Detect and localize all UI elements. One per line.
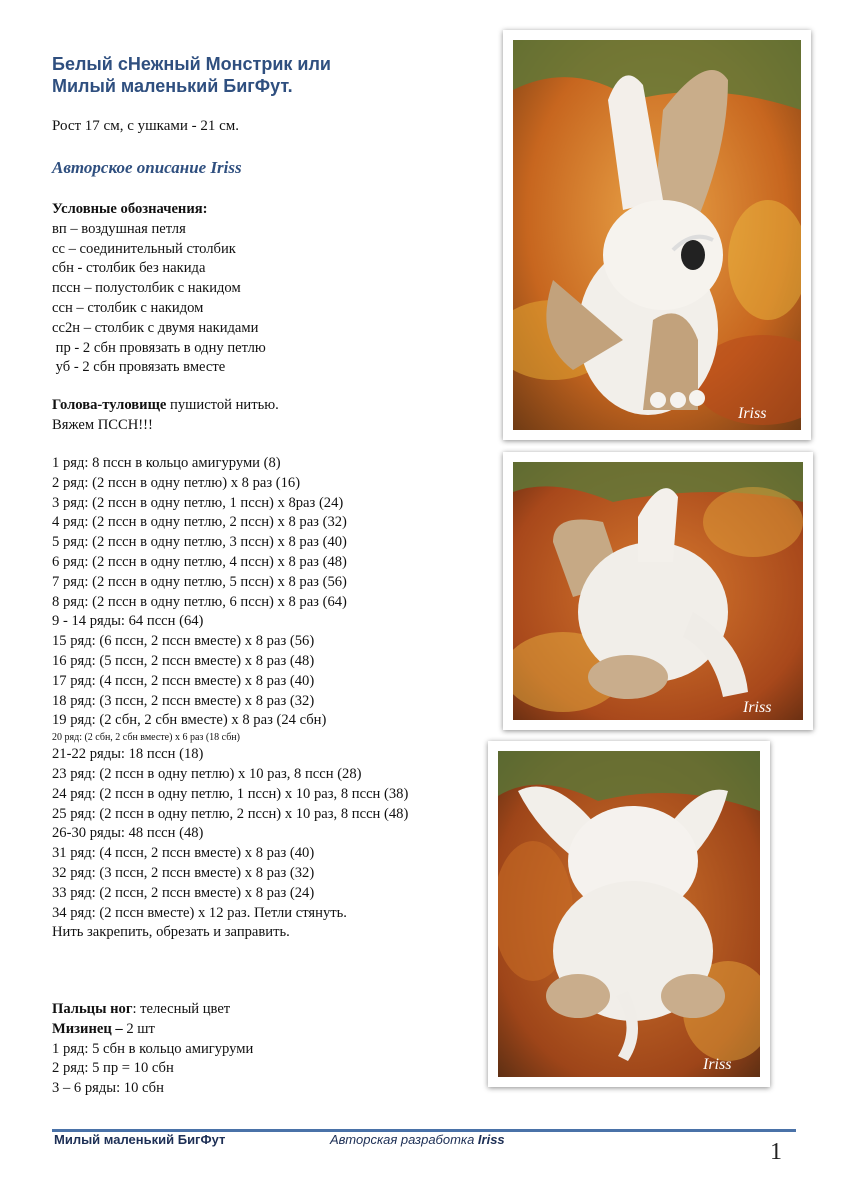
row-line: 9 - 14 ряды: 64 пссн (64) bbox=[52, 613, 204, 630]
watermark-text: Iriss bbox=[703, 1056, 732, 1073]
row-line: 34 ряд: (2 пссн вместе) х 12 раз. Петли стянуть. bbox=[52, 904, 347, 921]
title-line-1: Белый сНежный Монстрик или bbox=[52, 54, 331, 74]
section-heading: Пальцы ног bbox=[52, 1001, 133, 1017]
row-line: 21-22 ряды: 18 пссн (18) bbox=[52, 746, 204, 763]
legend-item: сс – соединительный столбик bbox=[52, 240, 236, 257]
height-info: Рост 17 см, с ушками - 21 см. bbox=[52, 118, 240, 134]
row-line: 25 ряд: (2 пссн в одну петлю, 2 пссн) х 10 раз, 8 пссн (48) bbox=[52, 805, 409, 822]
toy-front-image bbox=[513, 40, 801, 430]
photo-toy-back bbox=[488, 741, 770, 1087]
legend-item: вп – воздушная петля bbox=[52, 220, 186, 237]
title-line-2: Милый маленький БигФут. bbox=[52, 76, 293, 96]
row-line: 3 – 6 ряды: 10 сбн bbox=[52, 1080, 164, 1097]
legend-item: ссн – столбик с накидом bbox=[52, 299, 204, 316]
footer-credit bbox=[330, 1132, 505, 1147]
row-line: 3 ряд: (2 пссн в одну петлю, 1 пссн) х 8раз (24) bbox=[52, 494, 344, 511]
legend-item: пссн – полустолбик с накидом bbox=[52, 280, 241, 297]
toes-section bbox=[52, 1000, 452, 1099]
row-line: 23 ряд: (2 пссн в одну петлю) х 10 раз, 8 пссн (28) bbox=[52, 765, 362, 782]
section-heading: Голова-туловище bbox=[52, 397, 167, 413]
row-line: 33 ряд: (2 пссн, 2 пссн вместе) х 8 раз (24) bbox=[52, 884, 315, 901]
legend-item: пр - 2 сбн провязать в одну петлю bbox=[52, 339, 266, 356]
section-heading-rest: пушистой нитью. bbox=[166, 397, 279, 413]
legend-heading: Условные обозначения: bbox=[52, 201, 208, 217]
subsection-heading-rest: 2 шт bbox=[122, 1020, 155, 1037]
legend-section bbox=[52, 200, 452, 378]
subsection-heading: Мизинец – bbox=[52, 1020, 123, 1037]
footer-title: Милый маленький БигФут bbox=[54, 1132, 226, 1147]
row-line: 19 ряд: (2 сбн, 2 сбн вместе) х 8 раз (24 сбн) bbox=[52, 712, 327, 729]
row-line: 16 ряд: (5 пссн, 2 пссн вместе) х 8 раз (48) bbox=[52, 652, 315, 669]
legend-item: сс2н – столбик с двумя накидами bbox=[52, 319, 259, 336]
section-heading-rest: : телесный цвет bbox=[132, 1001, 231, 1017]
row-line: 4 ряд: (2 пссн в одну петлю, 2 пссн) х 8 раз (32) bbox=[52, 514, 347, 531]
footer-credit-prefix: Авторская разработка bbox=[330, 1132, 478, 1147]
page-number: 1 bbox=[770, 1139, 782, 1165]
row-line: 15 ряд: (6 пссн, 2 пссн вместе) х 8 раз (56) bbox=[52, 633, 315, 650]
photo-toy-side bbox=[503, 452, 813, 730]
row-line: 7 ряд: (2 пссн в одну петлю, 5 пссн) х 8 раз (56) bbox=[52, 573, 347, 590]
row-line: 17 ряд: (4 пссн, 2 пссн вместе) х 8 раз (40) bbox=[52, 672, 315, 689]
footer-credit-author: Iriss bbox=[477, 1132, 505, 1147]
row-line: 18 ряд: (3 пссн, 2 пссн вместе) х 8 раз (32) bbox=[52, 692, 315, 709]
watermark-text: Iriss bbox=[743, 699, 772, 716]
row-line: 26-30 ряды: 48 пссн (48) bbox=[52, 825, 204, 842]
watermark-text: Iriss bbox=[738, 405, 767, 422]
legend-item: уб - 2 сбн провязать вместе bbox=[52, 359, 226, 376]
row-line: 32 ряд: (3 пссн, 2 пссн вместе) х 8 раз (32) bbox=[52, 864, 315, 881]
legend-item: сбн - столбик без накида bbox=[52, 260, 206, 277]
section-note: Вяжем ПССН!!! bbox=[52, 416, 153, 433]
row-line: 2 ряд: (2 пссн в одну петлю) х 8 раз (16) bbox=[52, 474, 301, 491]
head-body-section bbox=[52, 396, 452, 436]
row-line: 24 ряд: (2 пссн в одну петлю, 1 пссн) х 10 раз, 8 пссн (38) bbox=[52, 785, 409, 802]
toy-back-image bbox=[498, 751, 760, 1077]
document-title bbox=[52, 53, 472, 97]
row-line: 1 ряд: 8 пссн в кольцо амигуруми (8) bbox=[52, 455, 281, 471]
row-line: 6 ряд: (2 пссн в одну петлю, 4 пссн) х 8 раз (48) bbox=[52, 553, 347, 570]
toy-side-image bbox=[513, 462, 803, 720]
row-line: 31 ряд: (4 пссн, 2 пссн вместе) х 8 раз (40) bbox=[52, 845, 315, 862]
rows-list bbox=[52, 454, 452, 943]
row-line: 8 ряд: (2 пссн в одну петлю, 6 пссн) х 8 раз (64) bbox=[52, 593, 347, 610]
row-line: 5 ряд: (2 пссн в одну петлю, 3 пссн) х 8 раз (40) bbox=[52, 534, 347, 551]
photo-toy-front bbox=[503, 30, 811, 440]
row-line: 20 ряд: (2 сбн, 2 сбн вместе) х 6 раз (18 сбн) bbox=[52, 732, 240, 744]
author-line: Авторское описание Iriss bbox=[52, 158, 242, 177]
row-line: Нить закрепить, обрезать и заправить. bbox=[52, 924, 290, 941]
row-line: 2 ряд: 5 пр = 10 сбн bbox=[52, 1060, 174, 1077]
row-line: 1 ряд: 5 сбн в кольцо амигуруми bbox=[52, 1040, 254, 1057]
